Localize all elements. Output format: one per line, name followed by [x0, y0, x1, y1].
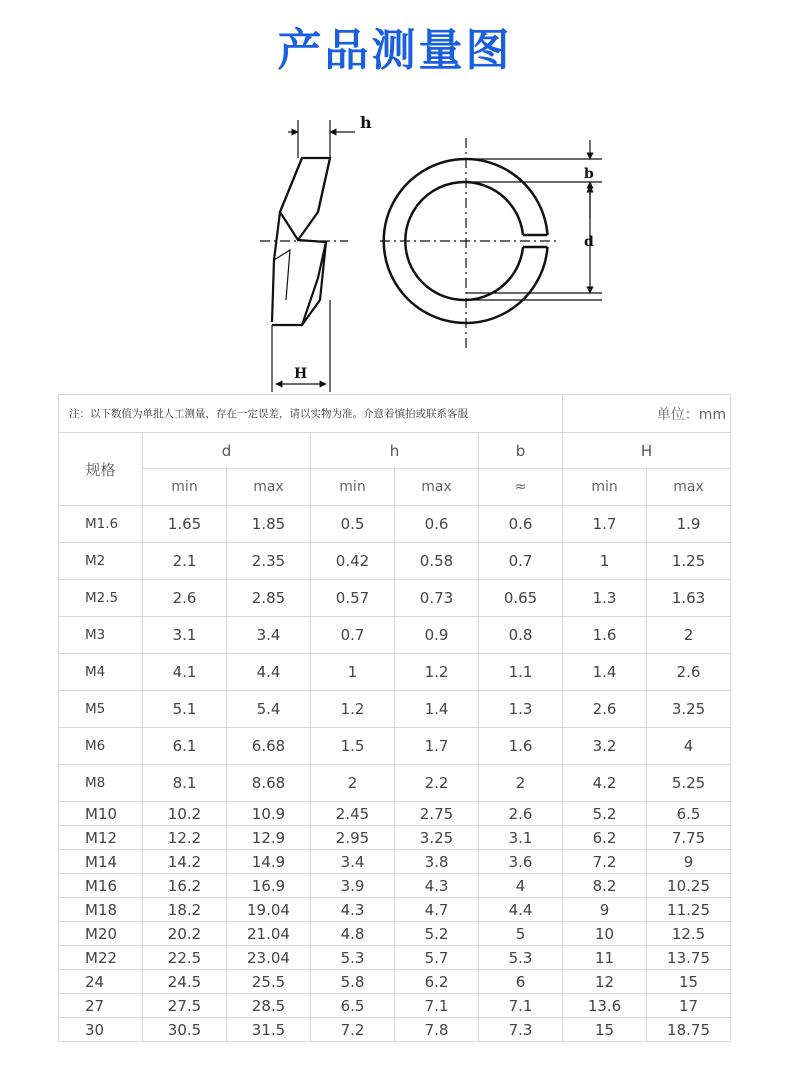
value-cell: 18.75	[647, 1018, 731, 1042]
spec-cell: M18	[59, 898, 143, 922]
table-row	[59, 826, 731, 850]
value-cell: 1.2	[311, 691, 395, 728]
value-cell: 2.6	[563, 691, 647, 728]
value-cell: 5.2	[563, 802, 647, 826]
value-cell: 2.1	[143, 543, 227, 580]
sub-header: min	[143, 469, 227, 506]
spec-cell: M8	[59, 765, 143, 802]
value-cell: 0.7	[311, 617, 395, 654]
value-cell: 1.1	[479, 654, 563, 691]
value-cell: 13.75	[647, 946, 731, 970]
value-cell: 7.8	[395, 1018, 479, 1042]
table-row	[59, 728, 731, 765]
value-cell: 1.6	[563, 617, 647, 654]
value-cell: 14.2	[143, 850, 227, 874]
header-H: H	[563, 433, 731, 469]
value-cell: 0.58	[395, 543, 479, 580]
value-cell: 6.2	[563, 826, 647, 850]
value-cell: 4.3	[311, 898, 395, 922]
sub-header: max	[647, 469, 731, 506]
value-cell: 1.65	[143, 506, 227, 543]
spec-cell: M22	[59, 946, 143, 970]
value-cell: 17	[647, 994, 731, 1018]
table-row	[59, 850, 731, 874]
spec-cell: M12	[59, 826, 143, 850]
value-cell: 0.65	[479, 580, 563, 617]
value-cell: 2.2	[395, 765, 479, 802]
value-cell: 8.1	[143, 765, 227, 802]
value-cell: 6.2	[395, 970, 479, 994]
value-cell: 12.2	[143, 826, 227, 850]
value-cell: 1.63	[647, 580, 731, 617]
header-d: d	[143, 433, 311, 469]
value-cell: 28.5	[227, 994, 311, 1018]
value-cell: 21.04	[227, 922, 311, 946]
spec-cell: M14	[59, 850, 143, 874]
spec-cell: M16	[59, 874, 143, 898]
value-cell: 2.85	[227, 580, 311, 617]
value-cell: 11.25	[647, 898, 731, 922]
value-cell: 2.95	[311, 826, 395, 850]
value-cell: 5.8	[311, 970, 395, 994]
value-cell: 8.68	[227, 765, 311, 802]
value-cell: 31.5	[227, 1018, 311, 1042]
value-cell: 12	[563, 970, 647, 994]
value-cell: 0.42	[311, 543, 395, 580]
value-cell: 8.2	[563, 874, 647, 898]
value-cell: 2.45	[311, 802, 395, 826]
table-row	[59, 946, 731, 970]
sub-header: ≈	[479, 469, 563, 506]
table-row	[59, 1018, 731, 1042]
value-cell: 0.7	[479, 543, 563, 580]
value-cell: 10.25	[647, 874, 731, 898]
value-cell: 4.4	[227, 654, 311, 691]
table-row	[59, 802, 731, 826]
value-cell: 1.4	[395, 691, 479, 728]
value-cell: 5	[479, 922, 563, 946]
value-cell: 7.1	[395, 994, 479, 1018]
value-cell: 1.5	[311, 728, 395, 765]
table-row	[59, 543, 731, 580]
spec-cell: M2	[59, 543, 143, 580]
spec-cell: M2.5	[59, 580, 143, 617]
value-cell: 6.1	[143, 728, 227, 765]
note-text: 注：以下数值为单批人工测量，存在一定误差，请以实物为准。介意着慎拍或联系客服	[59, 395, 563, 433]
value-cell: 5.7	[395, 946, 479, 970]
value-cell: 2.6	[479, 802, 563, 826]
spec-cell: M4	[59, 654, 143, 691]
value-cell: 1.3	[479, 691, 563, 728]
header-b: b	[479, 433, 563, 469]
value-cell: 11	[563, 946, 647, 970]
value-cell: 5.2	[395, 922, 479, 946]
value-cell: 7.2	[563, 850, 647, 874]
value-cell: 3.8	[395, 850, 479, 874]
table-row	[59, 970, 731, 994]
value-cell: 4.7	[395, 898, 479, 922]
table-row	[59, 617, 731, 654]
value-cell: 27.5	[143, 994, 227, 1018]
value-cell: 2.35	[227, 543, 311, 580]
value-cell: 1.7	[395, 728, 479, 765]
value-cell: 2	[479, 765, 563, 802]
value-cell: 4.4	[479, 898, 563, 922]
value-cell: 7.1	[479, 994, 563, 1018]
value-cell: 5.3	[311, 946, 395, 970]
sub-header: min	[311, 469, 395, 506]
value-cell: 3.4	[227, 617, 311, 654]
d-label: d	[584, 234, 594, 250]
value-cell: 3.2	[563, 728, 647, 765]
value-cell: 14.9	[227, 850, 311, 874]
value-cell: 1.85	[227, 506, 311, 543]
value-cell: 3.6	[479, 850, 563, 874]
value-cell: 4	[647, 728, 731, 765]
value-cell: 2	[647, 617, 731, 654]
h-label: h	[360, 113, 372, 132]
value-cell: 0.6	[395, 506, 479, 543]
value-cell: 6.68	[227, 728, 311, 765]
table-row	[59, 994, 731, 1018]
spec-cell: M3	[59, 617, 143, 654]
spec-cell: M10	[59, 802, 143, 826]
value-cell: 0.73	[395, 580, 479, 617]
value-cell: 2.75	[395, 802, 479, 826]
value-cell: 6.5	[647, 802, 731, 826]
b-label: b	[584, 166, 594, 182]
value-cell: 1	[311, 654, 395, 691]
value-cell: 9	[563, 898, 647, 922]
spec-table	[58, 394, 731, 1042]
table-row	[59, 506, 731, 543]
value-cell: 7.75	[647, 826, 731, 850]
value-cell: 7.2	[311, 1018, 395, 1042]
table-row	[59, 654, 731, 691]
spec-header: 规格	[59, 433, 143, 506]
page-title: 产品测量图	[277, 25, 513, 76]
value-cell: 0.9	[395, 617, 479, 654]
value-cell: 30.5	[143, 1018, 227, 1042]
value-cell: 10.2	[143, 802, 227, 826]
value-cell: 15	[647, 970, 731, 994]
value-cell: 1.6	[479, 728, 563, 765]
value-cell: 7.3	[479, 1018, 563, 1042]
value-cell: 13.6	[563, 994, 647, 1018]
table-row	[59, 898, 731, 922]
value-cell: 18.2	[143, 898, 227, 922]
value-cell: 23.04	[227, 946, 311, 970]
value-cell: 4	[479, 874, 563, 898]
value-cell: 0.5	[311, 506, 395, 543]
value-cell: 20.2	[143, 922, 227, 946]
spec-cell: 30	[59, 1018, 143, 1042]
value-cell: 19.04	[227, 898, 311, 922]
value-cell: 2	[311, 765, 395, 802]
value-cell: 5.3	[479, 946, 563, 970]
value-cell: 3.9	[311, 874, 395, 898]
value-cell: 1.2	[395, 654, 479, 691]
value-cell: 16.9	[227, 874, 311, 898]
value-cell: 1.25	[647, 543, 731, 580]
value-cell: 12.9	[227, 826, 311, 850]
table-row	[59, 922, 731, 946]
value-cell: 1.7	[563, 506, 647, 543]
value-cell: 9	[647, 850, 731, 874]
value-cell: 12.5	[647, 922, 731, 946]
sub-header: max	[227, 469, 311, 506]
value-cell: 10	[563, 922, 647, 946]
spec-cell: 24	[59, 970, 143, 994]
value-cell: 5.4	[227, 691, 311, 728]
value-cell: 1.3	[563, 580, 647, 617]
unit-label: 单位：mm	[563, 395, 731, 433]
value-cell: 3.25	[395, 826, 479, 850]
sub-header: min	[563, 469, 647, 506]
value-cell: 15	[563, 1018, 647, 1042]
value-cell: 0.57	[311, 580, 395, 617]
value-cell: 6.5	[311, 994, 395, 1018]
value-cell: 4.2	[563, 765, 647, 802]
header-h: h	[311, 433, 479, 469]
value-cell: 0.6	[479, 506, 563, 543]
table-row	[59, 580, 731, 617]
spec-cell: M20	[59, 922, 143, 946]
spring-washer-diagram	[230, 100, 630, 400]
value-cell: 1.9	[647, 506, 731, 543]
value-cell: 3.4	[311, 850, 395, 874]
value-cell: 3.1	[143, 617, 227, 654]
spec-cell: M1.6	[59, 506, 143, 543]
value-cell: 3.1	[479, 826, 563, 850]
table-row	[59, 874, 731, 898]
H-label: H	[294, 366, 308, 382]
spec-cell: M5	[59, 691, 143, 728]
value-cell: 3.25	[647, 691, 731, 728]
table-row	[59, 765, 731, 802]
value-cell: 5.1	[143, 691, 227, 728]
value-cell: 10.9	[227, 802, 311, 826]
value-cell: 4.8	[311, 922, 395, 946]
value-cell: 6	[479, 970, 563, 994]
value-cell: 2.6	[143, 580, 227, 617]
value-cell: 0.8	[479, 617, 563, 654]
sub-header: max	[395, 469, 479, 506]
value-cell: 2.6	[647, 654, 731, 691]
value-cell: 4.1	[143, 654, 227, 691]
spec-cell: M6	[59, 728, 143, 765]
value-cell: 24.5	[143, 970, 227, 994]
value-cell: 1.4	[563, 654, 647, 691]
value-cell: 16.2	[143, 874, 227, 898]
value-cell: 1	[563, 543, 647, 580]
value-cell: 4.3	[395, 874, 479, 898]
value-cell: 22.5	[143, 946, 227, 970]
table-row	[59, 691, 731, 728]
value-cell: 5.25	[647, 765, 731, 802]
spec-cell: 27	[59, 994, 143, 1018]
value-cell: 25.5	[227, 970, 311, 994]
